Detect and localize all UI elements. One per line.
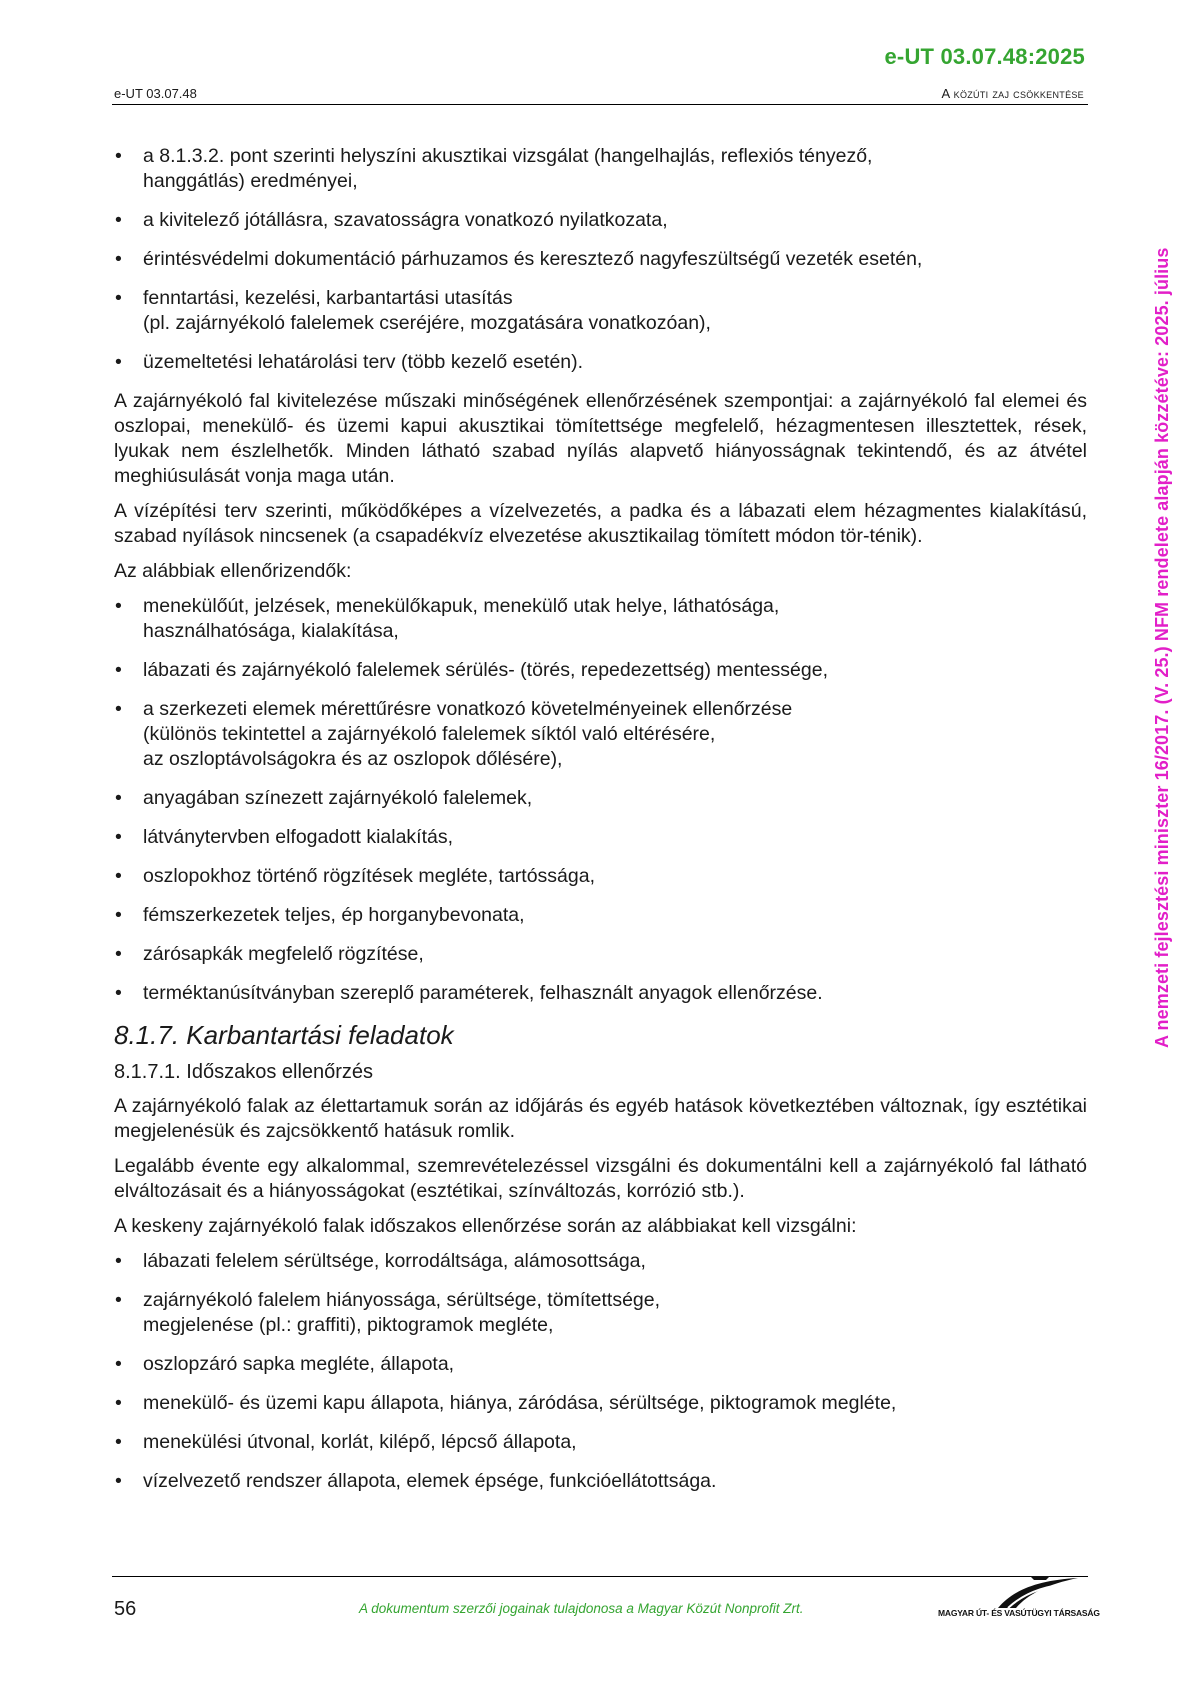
list-item-text: terméktanúsítványban szereplő paraméterek, felhasznált anyagok ellenőrzése. <box>143 982 823 1004</box>
page-number: 56 <box>114 1598 137 1620</box>
bullet-icon: • <box>115 1470 122 1492</box>
list-item-text: vízelvezető rendszer állapota, elemek épsége, funkcióellátottsága. <box>143 1470 717 1492</box>
list-item <box>114 1430 1087 1455</box>
bullet-icon: • <box>115 351 122 373</box>
list-item-text: a kivitelező jótállásra, szavatosságra vonatkozó nyilatkozata, <box>143 209 668 231</box>
list-item-text: az oszloptávolságokra és az oszlopok dőlésére), <box>143 748 563 770</box>
paragraph-periodic-intro: A keskeny zajárnyékoló falak időszakos ellenőrzése során az alábbiakat kell vizsgálni: <box>114 1215 857 1237</box>
list-item <box>114 247 1087 272</box>
list-item <box>114 144 1087 194</box>
side-publication-note: A nemzeti fejlesztési miniszter 16/2017. (V. 25.) NFM rendelete alapján közzétéve: 2025. július <box>1152 247 1172 1048</box>
list-item-text: fémszerkezetek teljes, ép horganybevonata, <box>143 904 525 926</box>
bullet-icon: • <box>115 1392 122 1414</box>
bullet-icon: • <box>115 659 122 681</box>
list-item-text: menekülési útvonal, korlát, kilépő, lépcső állapota, <box>143 1431 577 1453</box>
list-item <box>114 697 1087 772</box>
list-item-text: lábazati és zajárnyékoló falelemek sérülés- (törés, repedezettség) mentessége, <box>143 659 829 681</box>
list-item-text: fenntartási, kezelési, karbantartási utasítás <box>143 287 513 309</box>
list-item <box>114 286 1087 336</box>
bullet-icon: • <box>115 1353 122 1375</box>
list-item-text: megjelenése (pl.: graffiti), piktogramok megléte, <box>143 1314 554 1336</box>
road-swoosh-icon <box>938 1572 1090 1612</box>
check-list <box>114 594 1087 1006</box>
bullet-icon: • <box>115 865 122 887</box>
list-item <box>114 981 1087 1006</box>
paragraph-aging: A zajárnyékoló falak az élettartamuk során az időjárás és egyéb hatások következtében változnak, így esztétikai megjelenésük és zajcsökkentő hatásuk romlik. <box>114 1095 1087 1142</box>
list-item-text: menekülő- és üzemi kapu állapota, hiánya, záródása, sérültsége, piktogramok megléte, <box>143 1392 897 1414</box>
subsection-heading: 8.1.7.1. Időszakos ellenőrzés <box>114 1061 374 1083</box>
bullet-icon: • <box>115 1431 122 1453</box>
list-item-text: (különös tekintettel a zajárnyékoló falelemek síktól való eltérésére, <box>143 723 716 745</box>
paragraph-check-intro: Az alábbiak ellenőrizendők: <box>114 560 352 582</box>
header-left: e-UT 03.07.48 <box>114 86 197 101</box>
list-item-text: a szerkezeti elemek mérettűrésre vonatkozó követelményeinek ellenőrzése <box>143 698 793 720</box>
paragraph-annual-inspection: Legalább évente egy alkalommal, szemrevételezéssel vizsgálni és dokumentálni kell a zajárnyékoló fal látható elváltozásait és a hiányosságokat (esztétikai, színváltozás, korrózió stb.). <box>114 1155 1087 1202</box>
list-item <box>114 864 1087 889</box>
bullet-icon: • <box>115 982 122 1004</box>
bullet-icon: • <box>115 287 122 309</box>
section-heading: 8.1.7. Karbantartási feladatok <box>114 1020 454 1050</box>
list-item <box>114 1391 1087 1416</box>
list-item-text: zárósapkák megfelelő rögzítése, <box>143 943 424 965</box>
list-item <box>114 903 1087 928</box>
bullet-icon: • <box>115 698 122 720</box>
list-item <box>114 1352 1087 1377</box>
list-item-text: használhatósága, kialakítása, <box>143 620 399 642</box>
list-item-text: anyagában színezett zajárnyékoló falelemek, <box>143 787 533 809</box>
list-item <box>114 1249 1087 1274</box>
list-item-text: hanggátlás) eredményei, <box>143 170 358 192</box>
paragraph-quality-criteria: A zajárnyékoló fal kivitelezése műszaki minőségének ellenőrzésének szempontjai: a zajárnyékoló fal elemei és oszlopai, menekülő- és üzemi kapui akusztikai tömítettsége megfelelő, hézagmentesen illesztettek, rések, lyukak nem észlelhetők. Minden látható szabad nyílás alapvető hiányosságnak tekintendő, és az átvétel meghiúsulását vonja maga után. <box>114 390 1087 487</box>
periodic-check-list <box>114 1249 1087 1494</box>
list-item-text: zajárnyékoló falelem hiányossága, sérültsége, tömítettsége, <box>143 1289 661 1311</box>
bullet-icon: • <box>115 787 122 809</box>
list-item-text: a 8.1.3.2. pont szerinti helyszíni akusztikai vizsgálat (hangelhajlás, reflexiós tényező, <box>143 145 873 167</box>
bullet-icon: • <box>115 1289 122 1311</box>
header-right: A közúti zaj csökkentése <box>941 86 1084 101</box>
bullet-icon: • <box>115 209 122 231</box>
list-item <box>114 786 1087 811</box>
list-item-text: lábazati felelem sérültsége, korrodáltsága, alámosottsága, <box>143 1250 646 1272</box>
bullet-icon: • <box>115 943 122 965</box>
list-item-text: oszlopokhoz történő rögzítések megléte, tartóssága, <box>143 865 596 887</box>
bullet-icon: • <box>115 826 122 848</box>
bullet-icon: • <box>115 145 122 167</box>
footer-copyright: A dokumentum szerzői jogainak tulajdonosa a Magyar Közút Nonprofit Zrt. <box>359 1601 804 1616</box>
submission-list <box>114 144 1087 375</box>
list-item <box>114 1288 1087 1338</box>
list-item <box>114 350 1087 375</box>
society-logo <box>938 1572 1100 1618</box>
document-code: e-UT 03.07.48:2025 <box>884 44 1085 69</box>
bullet-icon: • <box>115 595 122 617</box>
bullet-icon: • <box>115 248 122 270</box>
page-content <box>114 144 1087 1508</box>
list-item <box>114 942 1087 967</box>
list-item <box>114 658 1087 683</box>
list-item <box>114 1469 1087 1494</box>
bullet-icon: • <box>115 1250 122 1272</box>
list-item <box>114 208 1087 233</box>
list-item-text: látványtervben elfogadott kialakítás, <box>143 826 454 848</box>
logo-text: MAGYAR ÚT- ÉS VASÚTÜGYI TÁRSASÁG <box>938 1608 1100 1618</box>
bullet-icon: • <box>115 904 122 926</box>
list-item <box>114 594 1087 644</box>
list-item-text: (pl. zajárnyékoló falelemek cseréjére, mozgatására vonatkozóan), <box>143 312 711 334</box>
list-item-text: üzemeltetési lehatárolási terv (több kezelő esetén). <box>143 351 584 373</box>
list-item-text: oszlopzáró sapka megléte, állapota, <box>143 1353 455 1375</box>
header-rule <box>112 104 1088 105</box>
list-item-text: menekülőút, jelzések, menekülőkapuk, menekülő utak helye, láthatósága, <box>143 595 780 617</box>
paragraph-drainage: A vízépítési terv szerinti, működőképes a vízelvezetés, a padka és a lábazati elem hézagmentes kialakítású, szabad nyílások nincsenek (a csapadékvíz elvezetése akusztikailag tömített módon tör-ténik). <box>114 500 1087 547</box>
list-item-text: érintésvédelmi dokumentáció párhuzamos és keresztező nagyfeszültségű vezeték esetén, <box>143 248 923 270</box>
list-item <box>114 825 1087 850</box>
